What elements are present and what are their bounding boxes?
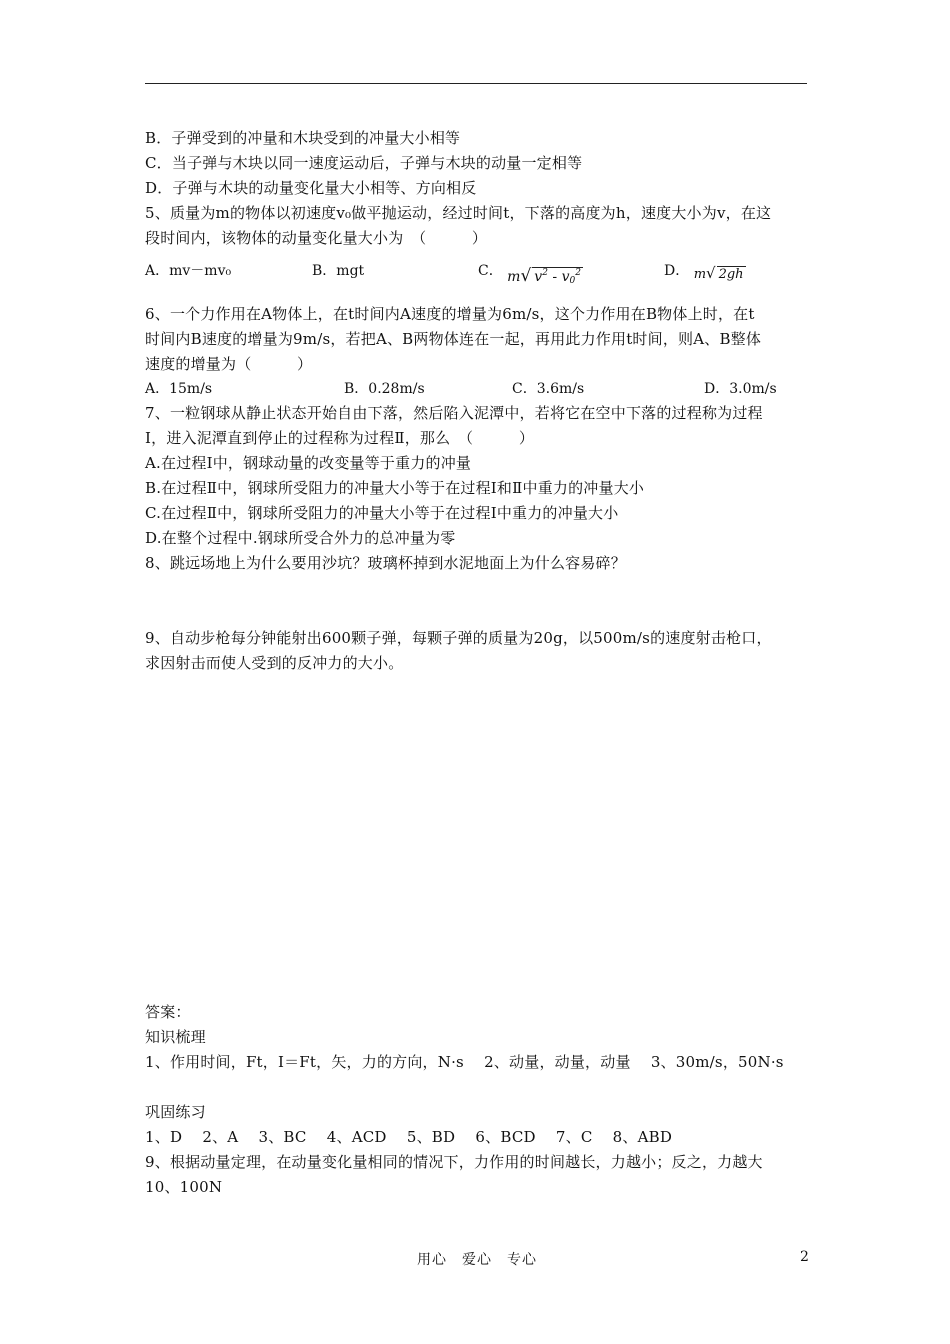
q5-option-d: [664, 260, 746, 280]
sqrt-body: 2gh: [718, 267, 744, 282]
sqrt-body: [532, 267, 583, 286]
question-7-line-1: 7、一粒钢球从静止状态开始自由下落，然后陷入泥潭中，若将它在空中下落的过程称为过程: [145, 404, 763, 422]
q6-option-d: D．3.0m/s: [704, 381, 777, 397]
question-7-line-2: Ⅰ，进入泥潭直到停止的过程称为过程Ⅱ，那么 （ ）: [145, 429, 535, 447]
question-9-line-2: 求因射击而使人受到的反冲力的大小。: [145, 654, 404, 672]
question-6-line-3: 速度的增量为（ ）: [145, 355, 313, 373]
formula-m: m: [693, 267, 707, 282]
question-7-option-a: A.在过程Ⅰ中，钢球动量的改变量等于重力的冲量: [145, 454, 472, 472]
question-7-option-c: C.在过程Ⅱ中，钢球所受阻力的冲量大小等于在过程Ⅰ中重力的冲量大小: [145, 504, 619, 522]
formula-m: m: [507, 269, 521, 285]
answers-section-practice: 巩固练习: [145, 1103, 206, 1121]
q5-option-d-label: D．: [664, 263, 690, 279]
q5-option-c-formula: [507, 266, 583, 286]
footer-motto: 用心 爱心 专心: [417, 1252, 537, 1268]
formula-exp2: 2: [575, 268, 581, 278]
option-c-line: C．当子弹与木块以同一速度运动后，子弹与木块的动量一定相等: [145, 154, 583, 172]
option-d-line: D．子弹与木块的动量变化量大小相等、方向相反: [145, 179, 477, 197]
answers-row-2: 1、D 2、A 3、BC 4、ACD 5、BD 6、BCD 7、C 8、ABD: [145, 1128, 673, 1146]
q5-option-c-label: C．: [478, 263, 503, 279]
question-6-line-1: 6、一个力作用在A物体上，在t时间内A速度的增量为6m/s，这个力作用在B物体上时，在t: [145, 305, 755, 323]
question-9-line-1: 9、自动步枪每分钟能射出600颗子弹，每颗子弹的质量为20g，以500m/s的速度射击枪口，: [145, 629, 772, 647]
formula-exp: 2: [542, 268, 548, 278]
sqrt-symbol: √: [706, 264, 716, 282]
header-rule: [145, 83, 807, 84]
q5-option-d-formula: [693, 264, 746, 282]
question-5-options: [145, 260, 807, 286]
q5-option-b: B．mgt: [312, 263, 365, 279]
answers-row-4: 10、100N: [145, 1178, 223, 1196]
question-7-option-d: D.在整个过程中.钢球所受合外力的总冲量为零: [145, 529, 456, 547]
question-7-option-b: B.在过程Ⅱ中，钢球所受阻力的冲量大小等于在过程Ⅰ和Ⅱ中重力的冲量大小: [145, 479, 645, 497]
formula-minus: -: [547, 269, 562, 285]
q6-option-b: B．0.28m/s: [344, 381, 425, 397]
answers-row-1: 1、作用时间，Ft，I＝Ft，矢，力的方向，N·s 2、动量，动量，动量 3、30m/s，50N·s: [145, 1053, 784, 1071]
sqrt-symbol: √: [520, 266, 532, 286]
question-8: 8、跳远场地上为什么要用沙坑？玻璃杯掉到水泥地面上为什么容易碎？: [145, 554, 626, 572]
answers-title: 答案：: [145, 1003, 191, 1021]
formula-v: v: [534, 269, 543, 285]
q6-option-c: C．3.6m/s: [512, 381, 585, 397]
option-b-line: B．子弹受到的冲量和木块受到的冲量大小相等: [145, 129, 461, 147]
q6-option-a: A．15m/s: [145, 381, 213, 397]
question-6-options: [145, 378, 807, 400]
question-5-line-1: 5、质量为m的物体以初速度v₀做平抛运动，经过时间t，下落的高度为h，速度大小为v，在这: [145, 204, 772, 222]
formula-v0: v: [561, 269, 570, 285]
page-number: 2: [800, 1249, 809, 1265]
answers-row-3: 9、根据动量定理，在动量变化量相同的情况下，力作用的时间越长，力越小；反之，力越大: [145, 1153, 763, 1171]
answers-section-knowledge: 知识梳理: [145, 1028, 206, 1046]
q5-option-c: [478, 260, 583, 286]
question-5-line-2: 段时间内，该物体的动量变化量大小为 （ ）: [145, 229, 488, 247]
formula-sub: 0: [569, 276, 576, 286]
q5-option-a: A．mv－mv₀: [145, 263, 232, 279]
question-6-line-2: 时间内B速度的增量为9m/s，若把A、B两物体连在一起，再用此力作用t时间，则A、B整体: [145, 330, 762, 348]
